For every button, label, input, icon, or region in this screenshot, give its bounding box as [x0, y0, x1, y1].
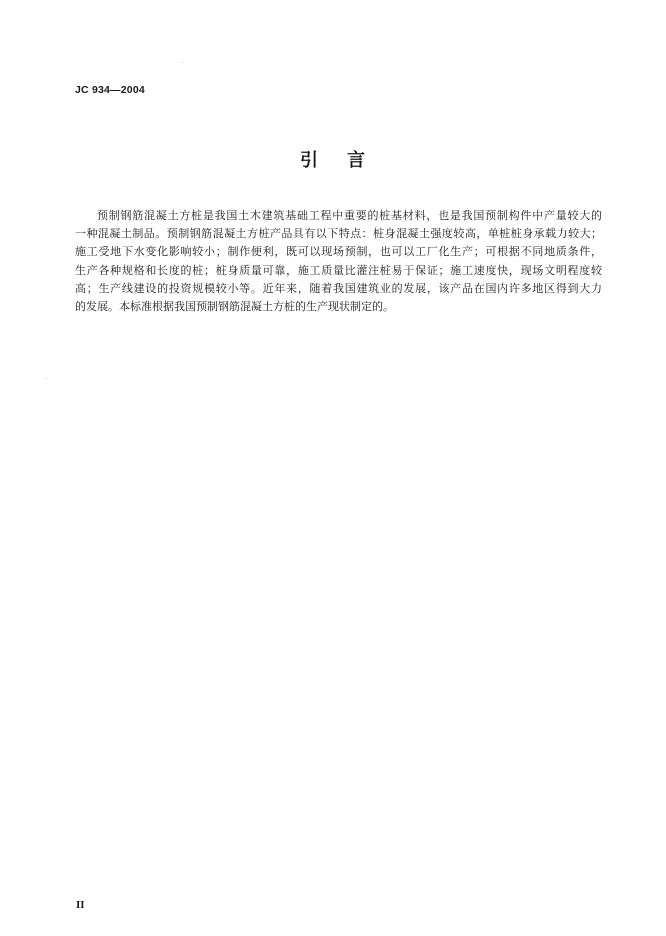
scan-speck	[46, 378, 47, 379]
title-char-2: 言	[347, 150, 366, 171]
paragraph-line: 高；生产线建设的投资规模较小等。近年来，随着我国建筑业的发展，该产品在国内许多地区得到大力	[75, 281, 602, 295]
page-number: II	[76, 899, 85, 911]
paragraph-line: 一种混凝土制品。预制钢筋混凝土方桩产品具有以下特点：桩身混凝土强度较高，单桩桩身承载力较大；	[75, 227, 602, 241]
paragraph-line: 施工受地下水变化影响较小；制作便利，既可以现场预制，也可以工厂化生产；可根据不同地质条件，	[75, 245, 602, 259]
paragraph-line: 的发展。本标准根据我国预制钢筋混凝土方桩的生产现状制定的。	[75, 300, 394, 314]
standard-code: JC 934—2004	[75, 84, 145, 96]
page-title	[0, 146, 666, 172]
scan-speck	[182, 62, 183, 63]
paragraph-line: 预制钢筋混凝土方桩是我国土木建筑基础工程中重要的桩基材料，也是我国预制构件中产量较大的	[97, 209, 602, 222]
introduction-paragraph	[75, 207, 602, 316]
title-char-1: 引	[300, 150, 319, 171]
paragraph-line: 生产各种规格和长度的桩；桩身质量可靠，施工质量比灌注桩易于保证；施工速度快，现场文明程度较	[75, 263, 602, 277]
